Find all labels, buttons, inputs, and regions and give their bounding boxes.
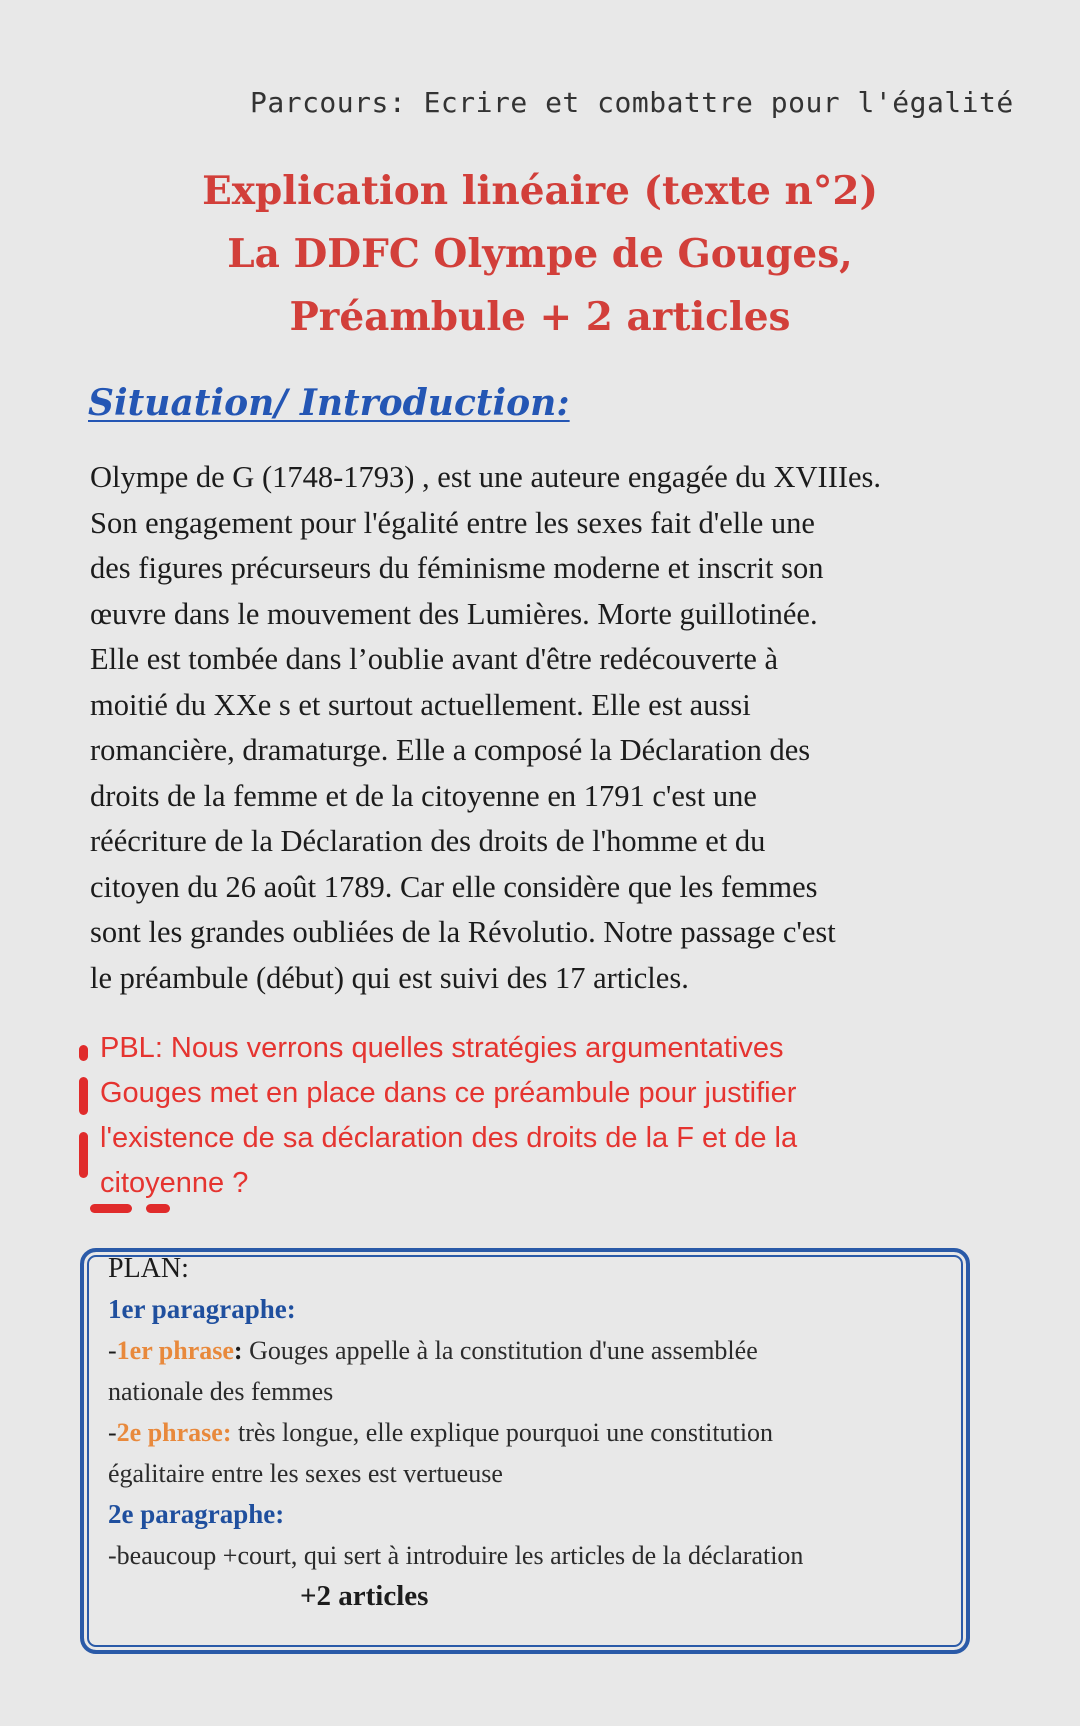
pbl-marker-bar xyxy=(79,1077,88,1115)
title-line-1: Explication linéaire (texte n°2) xyxy=(202,168,878,214)
phrase-2-continuation: égalitaire entre les sexes est vertueuse xyxy=(108,1459,503,1488)
pbl-marker-dot xyxy=(79,1045,88,1061)
situation-line: des figures précurseurs du féminisme moderne et inscrit son xyxy=(90,551,824,585)
situation-line: œuvre dans le mouvement des Lumières. Morte guillotinée. xyxy=(90,596,818,631)
situation-line: romancière, dramaturge. Elle a composé la Déclaration des xyxy=(90,733,811,767)
dash: - xyxy=(108,1418,117,1447)
situation-heading: Situation/ Introduction: xyxy=(88,382,570,424)
title-line-3: Préambule + 2 articles xyxy=(289,294,791,340)
pbl-marker-bar xyxy=(79,1132,88,1178)
dash: - xyxy=(108,1336,117,1365)
problematic-line: PBL: Nous verrons quelles stratégies argumentatives xyxy=(100,1032,784,1064)
phrase-1-continuation: nationale des femmes xyxy=(108,1377,334,1406)
phrase-1-label: 1er phrase xyxy=(116,1336,234,1365)
course-label: Parcours: Ecrire et combattre pour l'égalité xyxy=(250,86,1014,119)
situation-line: sont les grandes oubliées de la Révolutio. Notre passage c'est xyxy=(90,915,836,949)
phrase-1-line xyxy=(108,1330,948,1371)
title-line-2: La DDFC Olympe de Gouges, xyxy=(227,231,853,277)
situation-line: citoyen du 26 août 1789. Car elle considère que les femmes xyxy=(90,869,818,904)
situation-line: Son engagement pour l'égalité entre les sexes fait d'elle une xyxy=(90,505,815,540)
situation-line: Olympe de G (1748-1793) , est une auteure engagée du XVIIIes. xyxy=(90,460,882,494)
problematic-line: Gouges met en place dans ce préambule pour justifier xyxy=(100,1077,797,1109)
phrase-2-line xyxy=(108,1412,948,1453)
situation-line: droits de la femme et de la citoyenne en 1791 c'est une xyxy=(90,778,757,813)
plan-title: PLAN: xyxy=(108,1253,189,1284)
plan-content xyxy=(108,1248,948,1617)
colon: : xyxy=(233,1336,243,1365)
paragraph-2-heading: 2e paragraphe: xyxy=(108,1499,285,1529)
paragraph-1-heading: 1er paragraphe: xyxy=(108,1294,296,1324)
paragraph-2-text: -beaucoup +court, qui sert à introduire les articles de la déclaration xyxy=(108,1541,804,1570)
situation-line: réécriture de la Déclaration des droits de l'homme et du xyxy=(90,824,766,858)
page-title xyxy=(80,160,1000,349)
problematic-line: citoyenne ? xyxy=(100,1167,249,1199)
problematic-line: l'existence de sa déclaration des droits de la F et de la xyxy=(100,1122,798,1154)
situation-paragraph xyxy=(90,455,1025,1001)
phrase-2-label: 2e phrase: xyxy=(116,1418,232,1447)
articles-label: +2 articles xyxy=(300,1580,429,1612)
phrase-2-text: très longue, elle explique pourquoi une constitution xyxy=(231,1418,774,1447)
situation-line: moitié du XXe s et surtout actuellement. Elle est aussi xyxy=(90,687,751,722)
phrase-1-text: Gouges appelle à la constitution d'une assemblée xyxy=(242,1336,758,1365)
situation-line: Elle est tombée dans l’oublie avant d'être redécouverte à xyxy=(90,642,779,676)
problematic-text xyxy=(100,1026,1000,1206)
situation-line: le préambule (début) qui est suivi des 17 articles. xyxy=(90,960,689,995)
